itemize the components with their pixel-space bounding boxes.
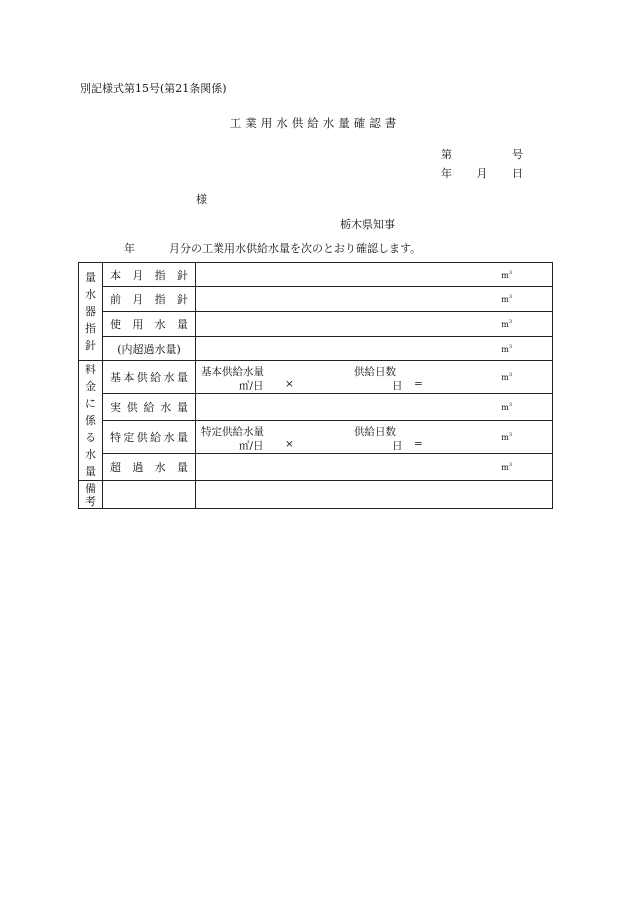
label-basic-supply: 基 本 供 給 水 量: [103, 361, 196, 394]
document-title: 工業用水供給水量確認書: [229, 116, 401, 130]
basic-supply-calculation: 基本供給水量 供給日数 ㎥/日 × 日 =: [201, 365, 423, 392]
group-label-remarks: 備 考: [79, 481, 103, 509]
form-label: 別記様式第15号(第21条関係): [80, 82, 227, 95]
table-row: [79, 361, 553, 394]
date-day: 日: [512, 167, 523, 180]
unit-label: $m^3$: [501, 402, 512, 412]
table-row: [79, 263, 553, 287]
value-excess[interactable]: [196, 454, 553, 481]
group-label-meter: 量 水 器 指 針: [79, 263, 103, 361]
label-excess-inner: (内超過水量): [103, 337, 196, 361]
document-date: [441, 165, 523, 181]
label-specific-supply: 特 定 供 給 水 量: [103, 420, 196, 453]
water-volume-table: [78, 262, 553, 509]
unit-label: $m^3$: [501, 269, 512, 280]
value-previous-reading[interactable]: [196, 287, 553, 312]
statement-year: 年: [124, 242, 135, 255]
statement: [124, 240, 421, 256]
label-actual-supply: 実 供 給 水 量: [103, 394, 196, 421]
table-row: [79, 337, 553, 361]
table-row: [79, 420, 553, 453]
issuer: 栃木県知事: [340, 218, 395, 231]
value-remarks[interactable]: [196, 481, 553, 509]
table-row: [79, 287, 553, 312]
date-month: 月: [476, 167, 488, 180]
remarks-blank: [103, 481, 196, 509]
number-prefix: 第: [441, 148, 452, 161]
number-suffix: 号: [512, 148, 523, 161]
table-row: [79, 481, 553, 509]
label-excess: 超 過 水 量: [103, 454, 196, 481]
unit-label: $m^3$: [501, 372, 512, 382]
date-year: 年: [441, 167, 452, 180]
unit-label: $m^3$: [501, 432, 512, 442]
value-actual-supply[interactable]: [196, 394, 553, 421]
label-usage: 使 用 水 量: [103, 312, 196, 337]
table-row: [79, 312, 553, 337]
recipient-suffix: 様: [196, 193, 207, 206]
value-basic-supply[interactable]: [196, 361, 553, 394]
table-row: [79, 394, 553, 421]
value-specific-supply[interactable]: [196, 420, 553, 453]
unit-label: $m^3$: [501, 294, 512, 304]
specific-supply-calculation: 特定供給水量 供給日数 ㎥/日 × 日 =: [201, 425, 423, 452]
value-usage[interactable]: [196, 312, 553, 337]
table-row: [79, 454, 553, 481]
unit-label: $m^3$: [501, 319, 512, 329]
unit-label: $m^3$: [501, 462, 512, 472]
label-previous-reading: 前 月 指 針: [103, 287, 196, 312]
group-label-charge: 料 金 に 係 る 水 量: [79, 361, 103, 481]
unit-label: $m^3$: [501, 343, 512, 354]
statement-text: 月分の工業用水供給水量を次のとおり確認します。: [169, 242, 422, 255]
label-current-reading: 本 月 指 針: [103, 263, 196, 287]
value-excess-inner[interactable]: [196, 337, 553, 361]
document-number: [441, 146, 523, 162]
value-current-reading[interactable]: [196, 263, 553, 287]
